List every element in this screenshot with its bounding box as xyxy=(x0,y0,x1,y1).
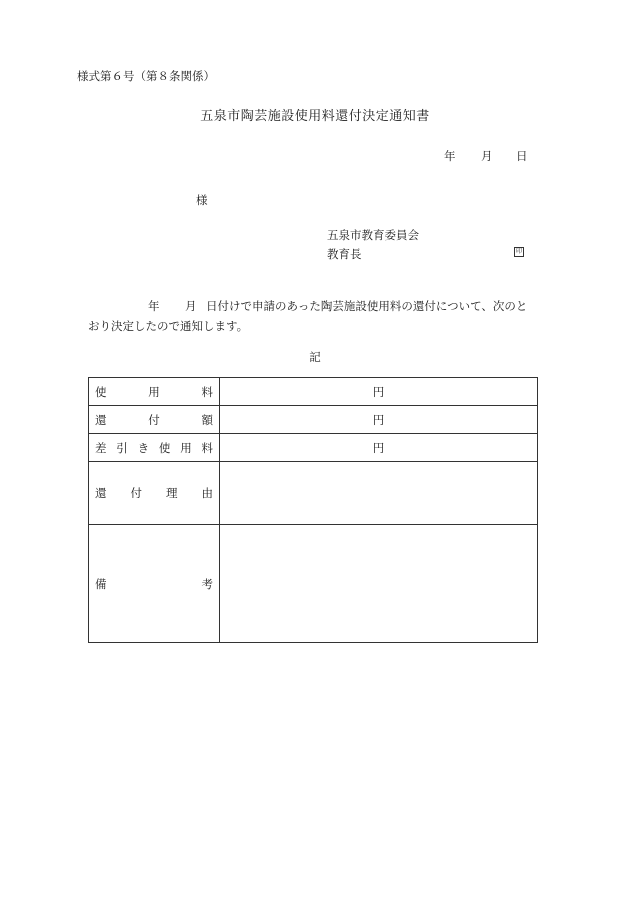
date-day-label: 日 xyxy=(516,149,528,163)
body-year-label: 年 xyxy=(148,299,160,313)
label-char: 差 xyxy=(95,440,107,455)
row-label-refund-amount xyxy=(89,406,220,434)
label-char: 額 xyxy=(201,412,213,427)
row-value-remarks xyxy=(220,525,538,643)
row-value-usage-fee: 円 xyxy=(220,378,538,406)
row-value-refund-amount: 円 xyxy=(220,406,538,434)
body-paragraph-line2: おり決定したので通知します。 xyxy=(88,319,249,333)
row-value-net-usage-fee: 円 xyxy=(220,434,538,462)
form-number: 様式第６号（第８条関係） xyxy=(77,69,215,83)
label-char: 用 xyxy=(148,384,160,399)
table-row-usage-fee xyxy=(89,378,538,406)
seal-mark: 印 xyxy=(515,248,522,255)
label-char: 付 xyxy=(130,486,142,500)
label-char: 還 xyxy=(95,412,107,427)
label-char: 用 xyxy=(180,440,192,455)
label-char: 料 xyxy=(201,440,213,455)
label-char: 使 xyxy=(158,440,171,455)
label-char: 引 xyxy=(116,440,128,455)
row-label-usage-fee xyxy=(89,378,220,406)
label-char: 備 xyxy=(95,576,107,591)
label-char: 使 xyxy=(95,384,107,399)
body-text-rest: 日付けで申請のあった陶芸施設使用料の還付について、次のと xyxy=(206,299,528,313)
row-value-refund-reason xyxy=(220,462,538,525)
table-row-refund-reason xyxy=(89,462,538,525)
detail-table xyxy=(88,377,538,643)
date-year-label: 年 xyxy=(444,149,456,163)
table-row-remarks xyxy=(89,525,538,643)
row-label-remarks xyxy=(89,525,220,643)
table-row-refund-amount xyxy=(89,406,538,434)
table-row-net-usage-fee xyxy=(89,434,538,462)
body-month-label: 月 xyxy=(185,299,197,313)
label-char: 付 xyxy=(148,412,160,427)
row-label-net-usage-fee xyxy=(89,434,220,462)
issuer-organization: 五泉市教育委員会 xyxy=(327,228,419,242)
label-char: 由 xyxy=(201,486,213,500)
row-label-refund-reason xyxy=(89,462,220,525)
label-char: 料 xyxy=(201,384,213,399)
issuer-title: 教育長 xyxy=(327,247,362,261)
label-char: 還 xyxy=(95,486,107,500)
date-month-label: 月 xyxy=(481,149,493,163)
addressee-honorific: 様 xyxy=(196,193,208,207)
label-char: 理 xyxy=(166,486,178,500)
document-title: 五泉市陶芸施設使用料還付決定通知書 xyxy=(200,109,430,124)
label-char: 考 xyxy=(201,576,213,591)
label-char: き xyxy=(137,440,150,455)
ki-heading: 記 xyxy=(309,350,321,364)
